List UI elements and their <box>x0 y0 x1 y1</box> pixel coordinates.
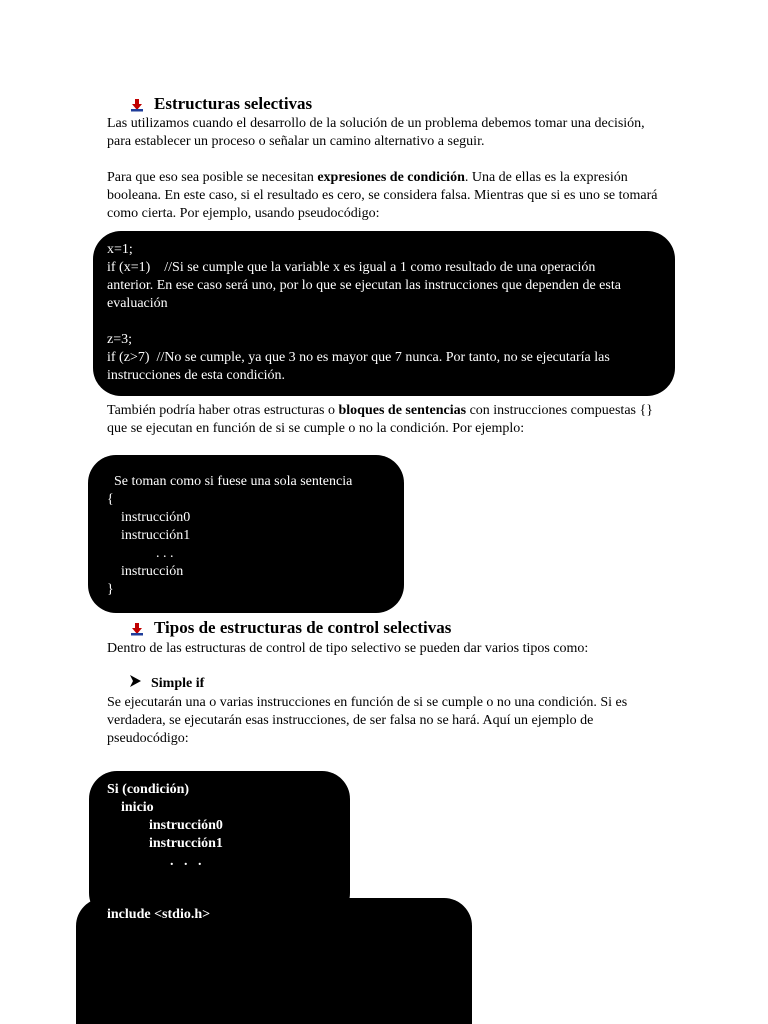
bloques-text <box>107 402 667 438</box>
subheading-simple-if <box>130 675 204 692</box>
code-line: instrucción0 <box>107 818 223 833</box>
section-heading-tipos <box>130 618 451 638</box>
code-block-compound-statement <box>88 455 404 613</box>
code-line: include <stdio.h> <box>107 907 211 922</box>
code-block-condition-example <box>93 231 675 396</box>
text-run: . Una de ellas es la expresión booleana. En este caso, si el resultado es cero, se considera falsa. Mientras que si es uno se tomará como cierta. Por ejemplo, usando pseudocódigo: <box>107 170 658 221</box>
code-line: if (x=1) //Si se cumple que la variable x es igual a 1 como resultado de una operación <box>107 260 596 275</box>
bold-term: expresiones de condición <box>317 170 465 185</box>
text-run: con instrucciones compuestas {} que se ejecutan en función de si se cumple o no la condición. Por ejemplo: <box>107 403 653 436</box>
code-line: Si (condición) <box>107 782 190 797</box>
code-line: anterior. En ese caso será uno, por lo que se ejecutan las instrucciones que dependen de esta <box>107 278 621 293</box>
code-line: if (z>7) //No se cumple, ya que 3 no es mayor que 7 nunca. Por tanto, no se ejecutaría las <box>107 350 610 365</box>
code-line <box>107 313 675 331</box>
section-title: Tipos de estructuras de control selectivas <box>154 618 452 637</box>
text-run: También podría haber otras estructuras o <box>107 403 339 418</box>
bullet-arrow-icon <box>130 621 144 635</box>
code-line: instrucción1 <box>107 836 223 851</box>
tipos-intro-paragraph <box>107 640 667 658</box>
section-title: Estructuras selectivas <box>154 94 313 113</box>
subheading-title: Simple if <box>151 675 205 691</box>
intro-paragraph <box>107 115 667 151</box>
code-line: . . . <box>107 854 202 869</box>
paragraph-bloques <box>107 402 667 438</box>
code-line: instrucción0 <box>107 510 191 525</box>
paragraph-expresiones <box>107 169 667 223</box>
text-run: Para que eso sea posible se necesitan <box>107 170 318 185</box>
code-line: evaluación <box>107 296 168 311</box>
arrowhead-bullet-icon <box>130 675 141 692</box>
code-line: { <box>107 492 114 507</box>
code-line: z=3; <box>107 332 132 347</box>
expresiones-text <box>107 169 667 223</box>
code-line: instrucción <box>107 564 184 579</box>
code-line: . . . <box>107 546 174 561</box>
tipos-intro-text: Dentro de las estructuras de control de tipo selectivo se pueden dar varios tipos como: <box>107 641 589 656</box>
code-line: x=1; <box>107 242 133 257</box>
code-line: instrucción1 <box>107 528 191 543</box>
code-block-include <box>76 898 472 1024</box>
code-line: Se toman como si fuese una sola sentencia <box>107 474 353 489</box>
code-line: inicio <box>107 800 154 815</box>
simple-if-text: Se ejecutarán una o varias instrucciones en función de si se cumple o no una condición. Si es verdadera, se ejecutarán esas instrucciones, de ser falsa no se hará. Aquí un ejemplo de pseudocódigo: <box>107 695 628 746</box>
bullet-arrow-icon <box>130 97 144 111</box>
code-line: instrucciones de esta condición. <box>107 368 286 383</box>
simple-if-paragraph <box>107 694 667 748</box>
code-line: } <box>107 582 114 597</box>
section-heading-estructuras-selectivas <box>130 94 312 114</box>
bold-term: bloques de sentencias <box>338 403 467 418</box>
intro-text: Las utilizamos cuando el desarrollo de la solución de un problema debemos tomar una decisión, para establecer un proceso o señalar un camino alternativo a seguir. <box>107 116 645 149</box>
